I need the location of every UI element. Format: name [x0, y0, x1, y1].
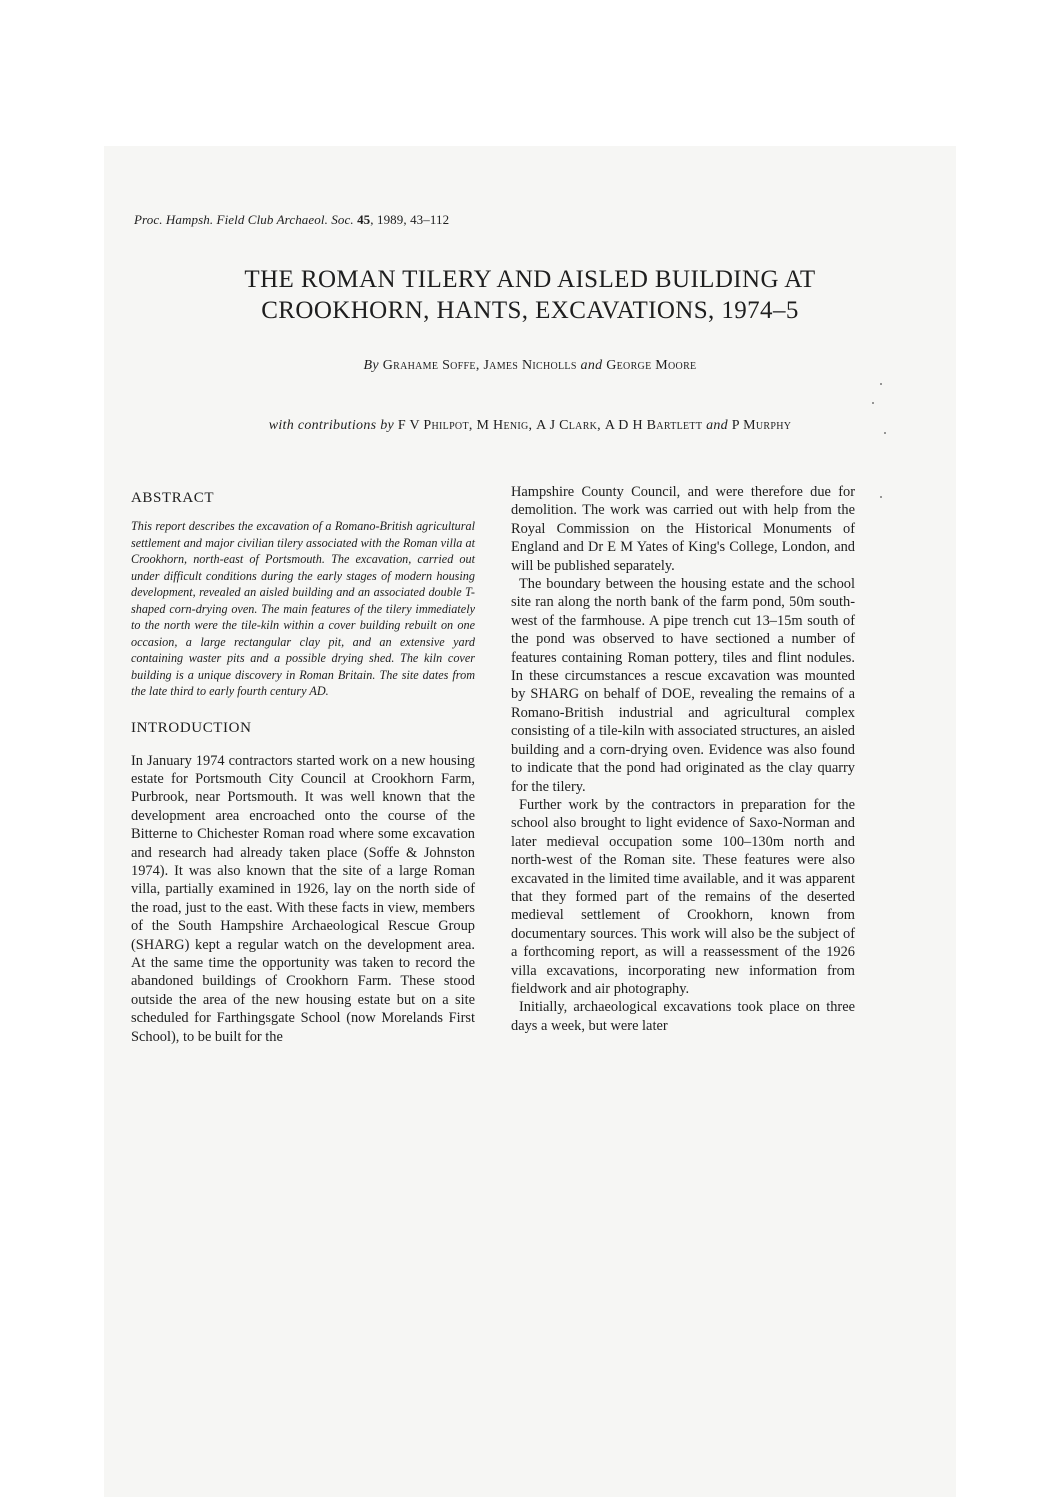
contributor-3: A J Clark, [536, 418, 601, 433]
scan-speck [880, 383, 882, 385]
author-line [104, 358, 956, 374]
right-paragraph-3: Further work by the contractors in preparation for the school also brought to light evidence of Saxo-Norman and later medieval occupation some 100–130m north and north-west of the Roman site. These features were also excavated in the limited time available, and it was apparent that they formed part of the remains of the deserted medieval settlement of Crookhorn, known from documentary sources. This work will also be the subject of a forthcoming report, as will a reassessment of the 1926 villa excavations, incorporating new information from fieldwork and air photography. [511, 796, 855, 997]
left-column [131, 488, 475, 1046]
journal-name: Proc. Hampsh. Field Club Archaeol. Soc. [134, 212, 354, 227]
author-3: George Moore [606, 358, 697, 373]
contributor-4: A D H Bartlett [604, 418, 703, 433]
introduction-heading: INTRODUCTION [131, 719, 252, 736]
title-line-2: CROOKHORN, HANTS, EXCAVATIONS, 1974–5 [261, 297, 799, 324]
by-label: By [363, 358, 379, 373]
right-column [511, 483, 855, 1035]
right-paragraph-2: The boundary between the housing estate and the school site ran along the north bank of the farm pond, 50m south-west of the farmhouse. A pipe trench cut 13–15m south of the pond was observed to have sectioned a number of features containing Roman pottery, tiles and flint nodules. In these circumstances a rescue excavation was mounted by SHARG on behalf of DOE, revealing the remains of a Romano-British industrial and agricultural complex consisting of a tile-kiln with associated structures, an aisled building and a corn-drying oven. Evidence was also found to indicate that the pond had originated as the clay quarry for the tilery. [511, 576, 855, 795]
journal-citation [134, 212, 449, 228]
contributor-1: F V Philpot, [397, 418, 473, 433]
right-paragraph-1: Hampshire County Council, and were therefore due for demolition. The work was carried out with help from the Royal Commission on the Historical Monuments of England and Dr E M Yates of King's College, London, and will be published separately. [511, 484, 855, 574]
author-1: Grahame Soffe, [382, 358, 480, 373]
journal-pages: , 1989, 43–112 [370, 212, 450, 227]
contributor-5: P Murphy [731, 418, 792, 433]
abstract-text: This report describes the excavation of a Romano-British agricultural settlement and major civilian tilery associated with the Roman villa at Crookhorn, north-east of Portsmouth. The excavation, carried out under difficult conditions during the early stages of modern housing development, revealed an aisled building and an associated double T-shaped corn-drying oven. The main features of the tilery immediately to the north were the tile-kiln within a cover building rebuilt on one occasion, a large rectangular clay pit, and an extensive yard containing waster pits and a possible drying shed. The kiln cover building is a unique discovery in Roman Britain. The site dates from the late third to early fourth century AD. [131, 519, 475, 698]
scan-speck [872, 402, 874, 404]
and-label: and [580, 358, 603, 373]
title-line-1: THE ROMAN TILERY AND AISLED BUILDING AT [244, 266, 816, 293]
journal-volume: 45 [357, 212, 371, 227]
introduction-paragraph-1: In January 1974 contractors started work on a new housing estate for Portsmouth City Council at Crookhorn Farm, Purbrook, near Portsmouth. It was well known that the development area encroached onto the course of the Bitterne to Chichester Roman road where some excavation and research had already taken place (Soffe & Johnston 1974). It was also known that the site of a large Roman villa, partially examined in 1926, lay on the north side of the road, just to the east. With these facts in view, members of the South Hampshire Archaeological Rescue Group (SHARG) kept a regular watch on the development area. At the same time the opportunity was taken to record the abandoned buildings of Crookhorn Farm. These stood outside the area of the new housing estate but on a site scheduled for Farthingsgate School (now Morelands First School), to be built for the [131, 752, 475, 1045]
contributors-and: and [706, 418, 728, 433]
abstract-heading: ABSTRACT [131, 490, 215, 506]
right-paragraph-4: Initially, archaeological excavations took place on three days a week, but were later [511, 999, 855, 1034]
article-title [104, 264, 956, 326]
scan-speck [880, 496, 882, 498]
scan-speck [884, 432, 886, 434]
author-2: James Nicholls [483, 358, 577, 373]
contributions-prefix: with contributions by [268, 418, 395, 433]
contributors-line [104, 418, 956, 434]
contributor-2: M Henig, [476, 418, 533, 433]
